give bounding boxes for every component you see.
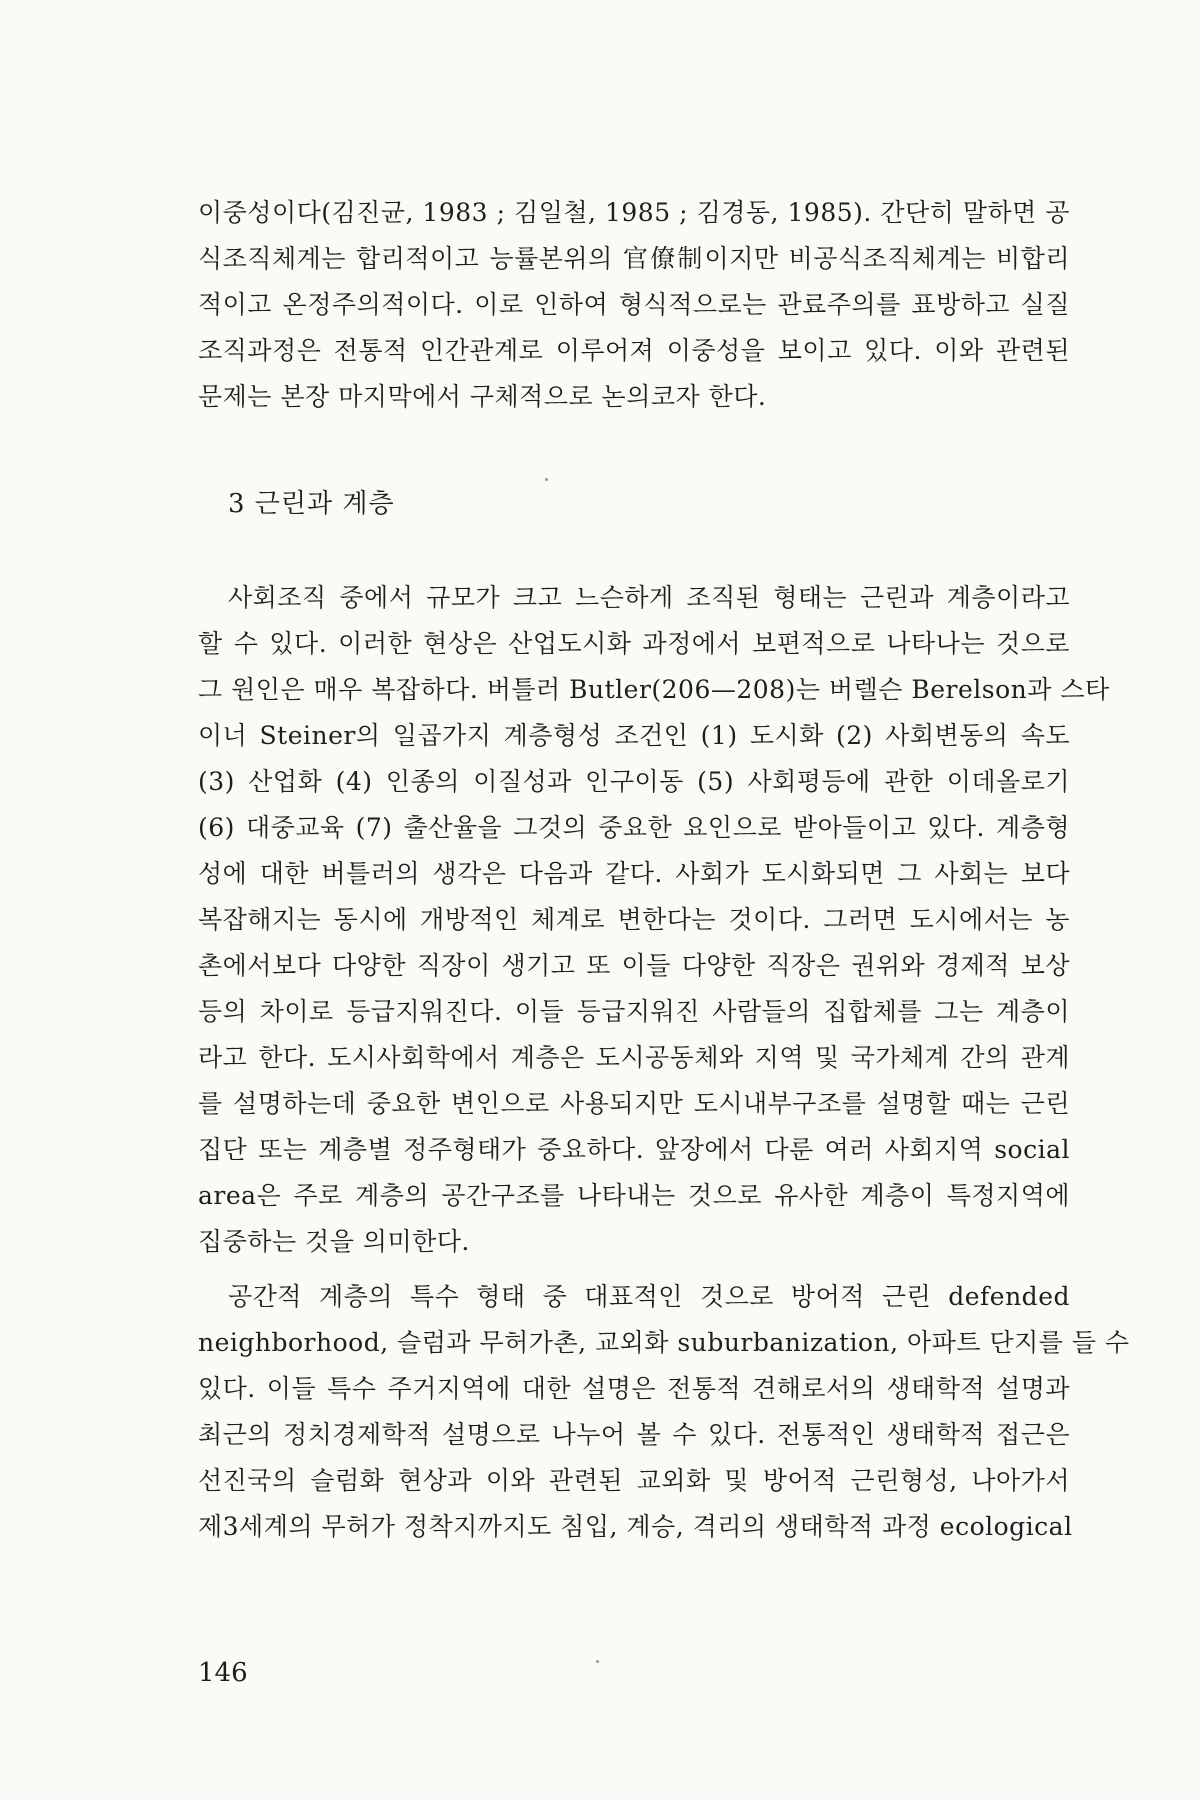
text-line-content: 라고 한다. 도시사회학에서 계층은 도시공동체와 지역 및 국가체계 간의 관계 (198, 1043, 1070, 1072)
text-line (198, 943, 1070, 989)
text-line (198, 1127, 1070, 1173)
text-line (198, 282, 1070, 328)
text-line (198, 1412, 1070, 1458)
text-line (198, 1366, 1070, 1412)
text-line-content: 공간적 계층의 특수 형태 중 대표적인 것으로 방어적 근린 defended (228, 1282, 1070, 1311)
text-line-content: 그 원인은 매우 복잡하다. 버틀러 Butler(206—208)는 버렐슨 Berelson과 스타 (198, 675, 1110, 704)
text-line-content: neighborhood, 슬럼과 무허가촌, 교외화 suburbanization, 아파트 단지를 들 수 (198, 1328, 1130, 1357)
text-line (198, 713, 1070, 759)
text-line-content: 조직과정은 전통적 인간관계로 이루어져 이중성을 보이고 있다. 이와 관련된 (198, 336, 1070, 365)
text-line (198, 1320, 1130, 1366)
text-line (198, 374, 1070, 420)
text-line (198, 1219, 1070, 1265)
body-paragraph-1 (198, 575, 1110, 1265)
text-line-content: 복잡해지는 동시에 개방적인 체계로 변한다는 것이다. 그러면 도시에서는 농 (198, 905, 1070, 934)
page-number: 146 (198, 1658, 248, 1688)
text-line (198, 1173, 1070, 1219)
text-line-content: 식조직체계는 합리적이고 능률본위의 官僚制이지만 비공식조직체계는 비합리 (198, 244, 1070, 273)
text-line-content: 있다. 이들 특수 주거지역에 대한 설명은 전통적 견해로서의 생태학적 설명과 (198, 1374, 1070, 1403)
text-line (198, 1274, 1070, 1320)
text-line-content: 이중성이다(김진균, 1983 ; 김일철, 1985 ; 김경동, 1985). 간단히 말하면 공 (198, 198, 1070, 227)
text-line (198, 1504, 1073, 1550)
text-line (198, 1035, 1070, 1081)
text-line (198, 989, 1070, 1035)
text-line-content: 를 설명하는데 중요한 변인으로 사용되지만 도시내부구조를 설명할 때는 근린 (198, 1089, 1070, 1118)
text-line-content: 선진국의 슬럼화 현상과 이와 관련된 교외화 및 방어적 근린형성, 나아가서 (198, 1466, 1070, 1495)
intro-paragraph (198, 190, 1070, 420)
text-line (198, 621, 1070, 667)
text-line-content: 성에 대한 버틀러의 생각은 다음과 같다. 사회가 도시화되면 그 사회는 보다 (198, 859, 1070, 888)
text-line-content: area은 주로 계층의 공간구조를 나타내는 것으로 유사한 계층이 특정지역에 (198, 1181, 1070, 1210)
text-line (198, 667, 1110, 713)
scan-speck (596, 1660, 599, 1663)
text-line-content: 집중하는 것을 의미한다. (198, 1227, 470, 1256)
text-line (198, 759, 1070, 805)
text-line-content: 최근의 정치경제학적 설명으로 나누어 볼 수 있다. 전통적인 생태학적 접근은 (198, 1420, 1070, 1449)
section-heading: 3 근린과 계층 (228, 489, 395, 519)
body-paragraph-2 (198, 1274, 1130, 1550)
text-line-content: 이너 Steiner의 일곱가지 계층형성 조건인 (1) 도시화 (2) 사회변동의 속도 (198, 721, 1070, 750)
text-line-content: 등의 차이로 등급지워진다. 이들 등급지워진 사람들의 집합체를 그는 계층이 (198, 997, 1070, 1026)
text-line (198, 236, 1070, 282)
text-line-content: 촌에서보다 다양한 직장이 생기고 또 이들 다양한 직장은 권위와 경제적 보상 (198, 951, 1070, 980)
text-line-content: 문제는 본장 마지막에서 구체적으로 논의코자 한다. (198, 382, 767, 411)
text-line-content: 제3세계의 무허가 정착지까지도 침입, 계승, 격리의 생태학적 과정 ecological (198, 1512, 1073, 1541)
text-line-content: (3) 산업화 (4) 인종의 이질성과 인구이동 (5) 사회평등에 관한 이데올로기 (198, 767, 1070, 796)
text-line-content: 사회조직 중에서 규모가 크고 느슨하게 조직된 형태는 근린과 계층이라고 (228, 583, 1070, 612)
text-line (198, 1458, 1070, 1504)
text-line-content: 적이고 온정주의적이다. 이로 인하여 형식적으로는 관료주의를 표방하고 실질 (198, 290, 1070, 319)
text-line (198, 575, 1070, 621)
text-line (198, 805, 1070, 851)
text-line (198, 1081, 1070, 1127)
text-line-content: 할 수 있다. 이러한 현상은 산업도시화 과정에서 보편적으로 나타나는 것으로 (198, 629, 1070, 658)
text-line-content: 집단 또는 계층별 정주형태가 중요하다. 앞장에서 다룬 여러 사회지역 social (198, 1135, 1070, 1164)
text-line (198, 851, 1070, 897)
scan-speck (545, 478, 548, 481)
text-line (198, 190, 1070, 236)
text-line (198, 897, 1070, 943)
text-line-content: (6) 대중교육 (7) 출산율을 그것의 중요한 요인으로 받아들이고 있다. 계층형 (198, 813, 1070, 842)
text-line (198, 328, 1070, 374)
